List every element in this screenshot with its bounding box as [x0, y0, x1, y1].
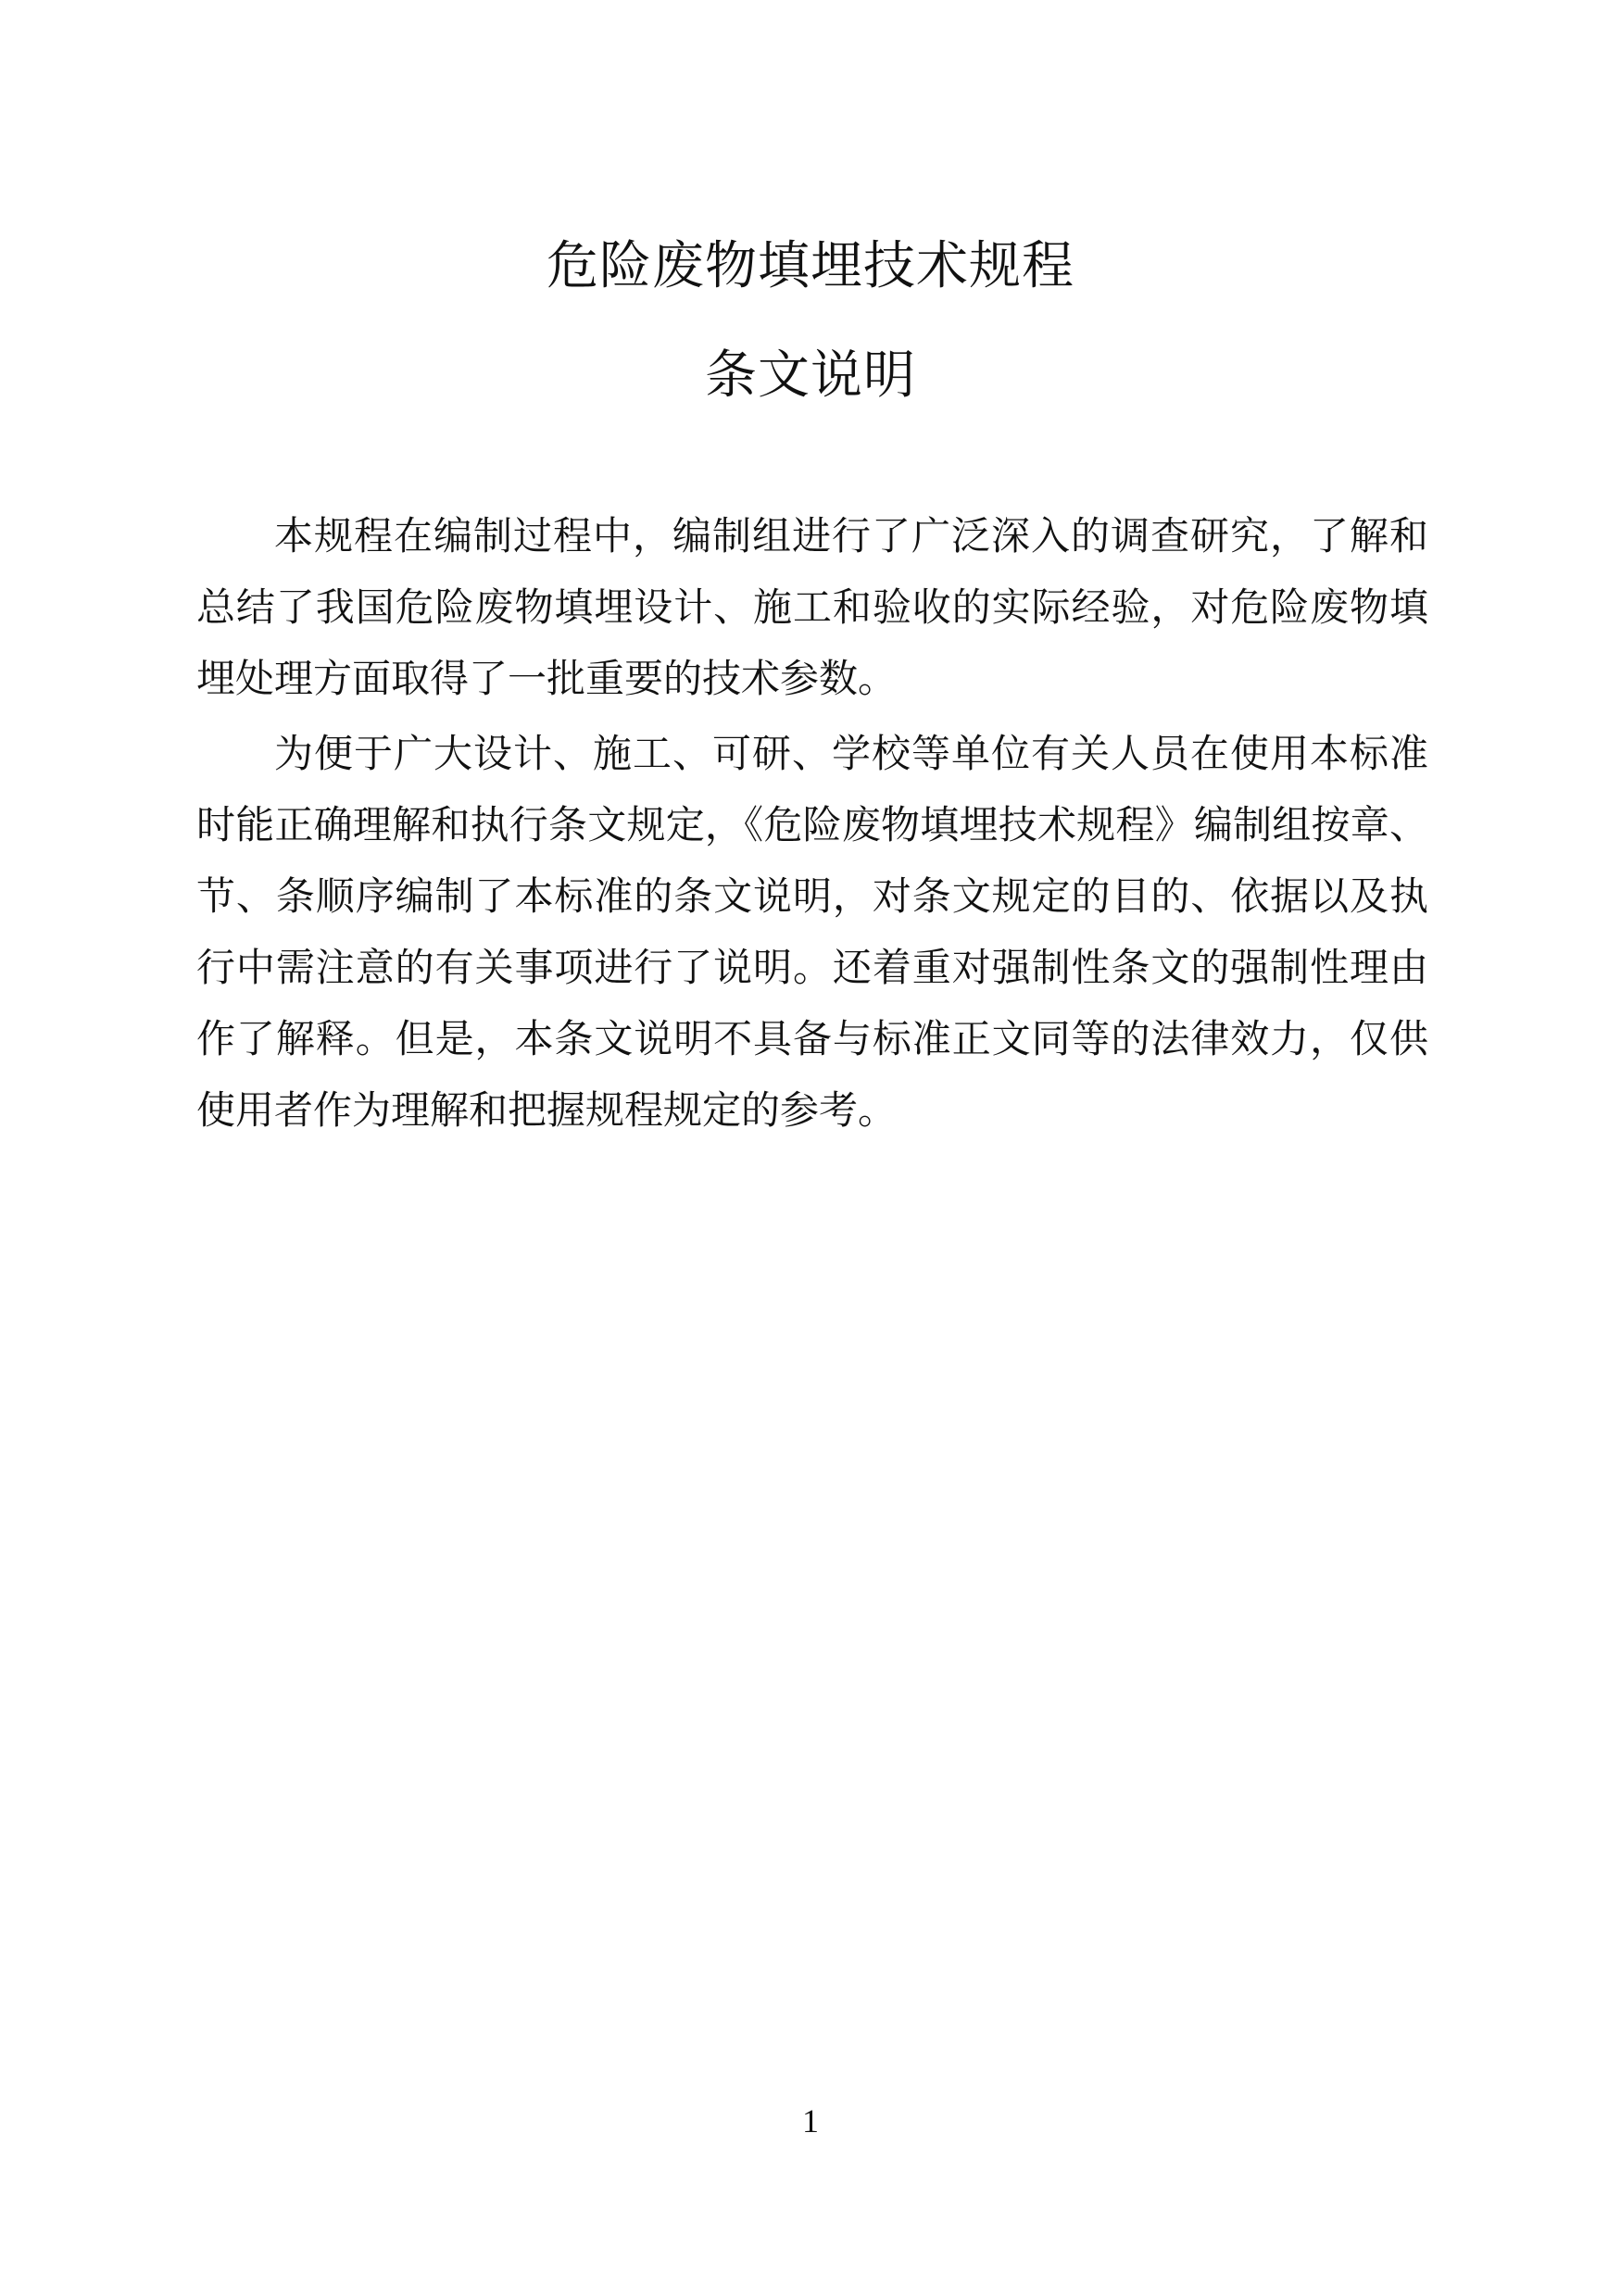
- body-text: [196, 500, 1428, 1149]
- paragraph-1: 本规程在编制过程中，编制组进行了广泛深入的调查研究，了解和总结了我国危险废物填埋设计、施工和验收的实际经验，对危险废物填埋处理方面取得了一批重要的技术参数。: [196, 513, 1428, 701]
- document-subtitle: 条文说明: [705, 345, 916, 406]
- page-number: 1: [802, 2102, 819, 2139]
- paragraph-2: 为便于广大设计、施工、可研、学校等单位有关人员在使用本标准时能正确理解和执行条文规定，《危险废物填埋技术规程》编制组按章、节、条顺序编制了本标准的条文说明，对条文规定的目的、依据以及执行中需注意的有关事项进行了说明。还着重对强制性条文的强制性理由作了解释。但是，本条文说明不具备与标准正文同等的法律效力，仅供使用者作为理解和把握规程规定的参考。: [196, 731, 1428, 1133]
- document-title: 危险废物填埋技术规程: [547, 236, 1074, 296]
